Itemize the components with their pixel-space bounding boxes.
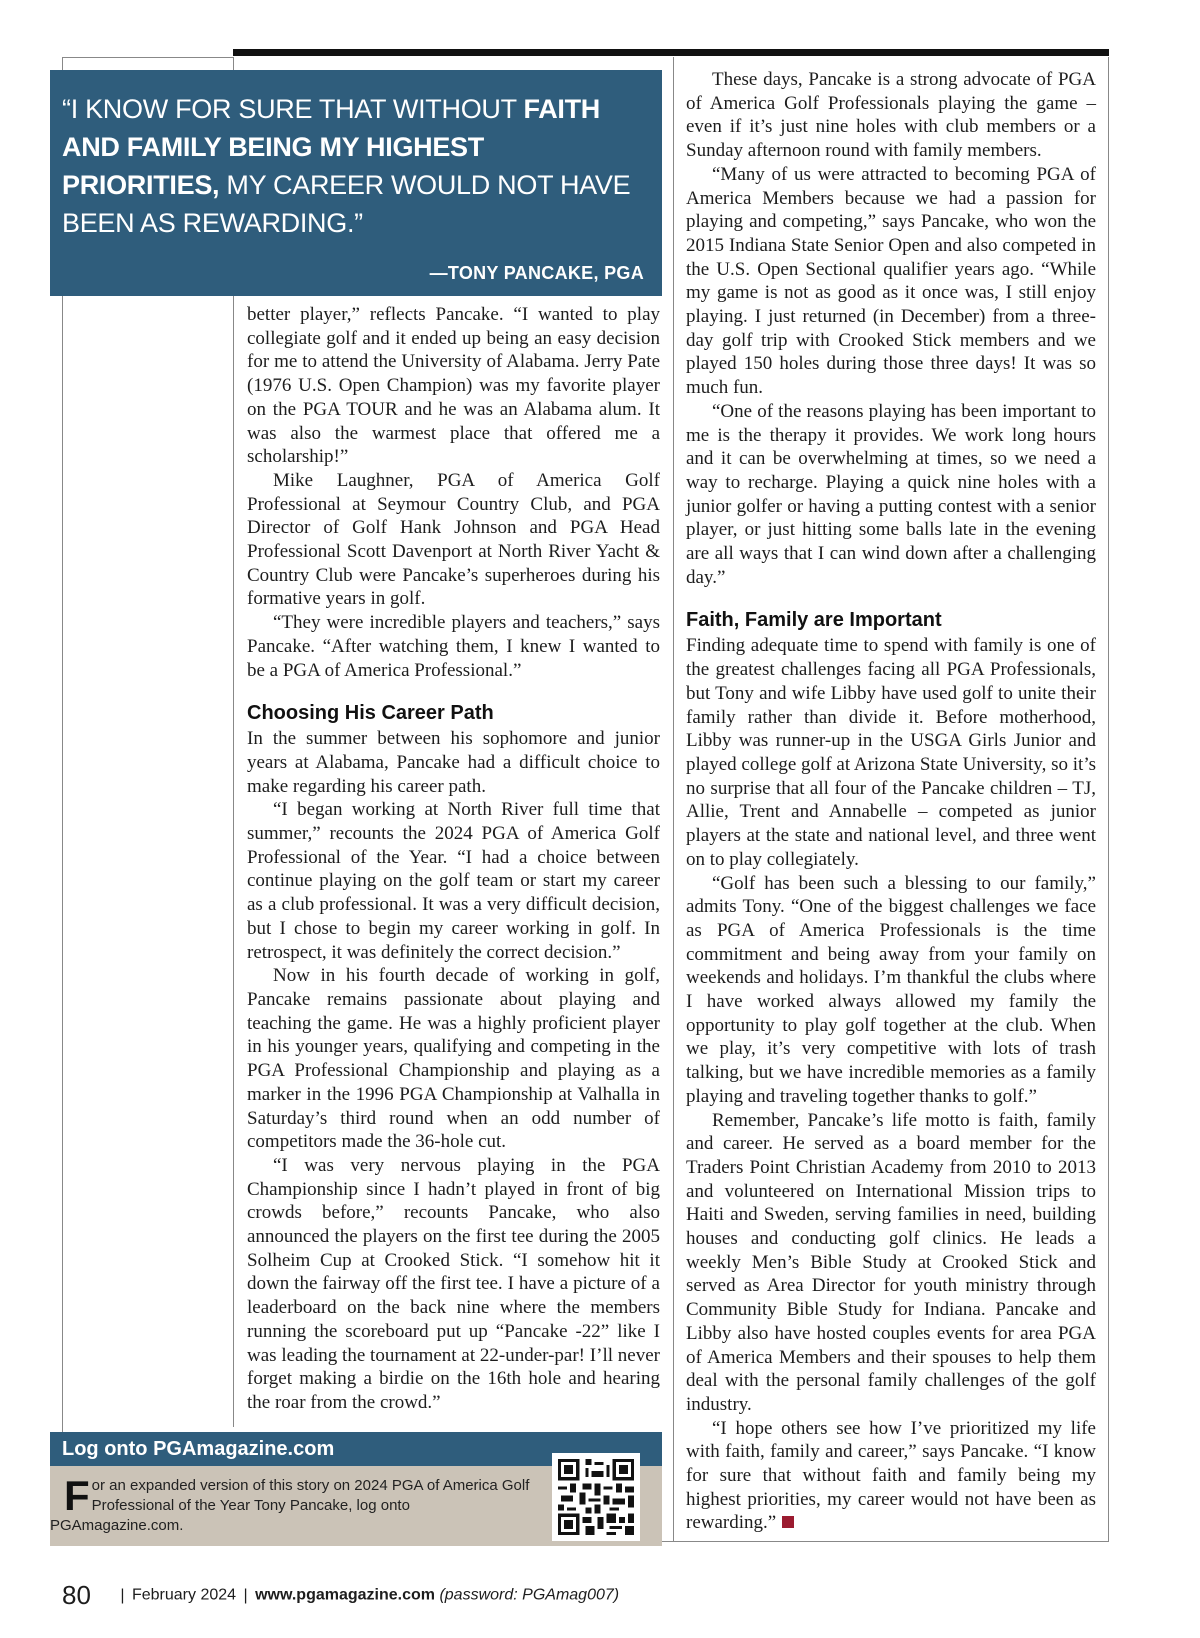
frame-line bbox=[62, 57, 234, 58]
drop-cap: F bbox=[64, 1472, 90, 1519]
page-number: 80 bbox=[62, 1580, 91, 1610]
frame-line bbox=[1108, 57, 1109, 1541]
pull-quote-part2: MY CAREER WOULD NOT HAVE BEEN AS REWARDING.” bbox=[62, 170, 631, 238]
column-divider bbox=[673, 57, 674, 1541]
pull-quote-text bbox=[62, 90, 644, 242]
log-on-box bbox=[50, 1432, 662, 1546]
pull-quote-attribution: —TONY PANCAKE, PGA bbox=[429, 263, 644, 283]
paragraph: “Many of us were attracted to becoming PGA of America Members because we had a passion for playing and competing,” says Pancake, who won the 2015 Indiana State Senior Open and also competed in the U.S. Open Sectional qualifier years ago. “While my game is not as good as it once was, I still enjoy playing. I just returned (in December) from a three-day golf trip with Crooked Stick members and we played 150 holes during those three days! It was so much fun. bbox=[686, 163, 1096, 399]
log-on-heading: Log onto PGAmagazine.com bbox=[50, 1432, 662, 1466]
pull-quote-part1: “I KNOW FOR SURE THAT WITHOUT bbox=[62, 94, 524, 124]
paragraph: Mike Laughner, PGA of America Golf Professional at Seymour Country Club, and PGA Director of Golf Hank Johnson and PGA Head Professional Scott Davenport at North River Yacht & Country Club were Pancake’s superheroes during his formative years in golf. bbox=[247, 469, 660, 610]
paragraph: In the summer between his sophomore and junior years at Alabama, Pancake had a difficult choice to make regarding his career path. bbox=[247, 728, 660, 797]
paragraph: Remember, Pancake’s life motto is faith, family and career. He served as a board member for the Traders Point Christian Academy from 2010 to 2013 and volunteered on International Mission trips to Haiti and Sweden, serving families in need, building houses and conducting golf clinics. He leads a weekly Men’s Bible Study at Crooked Stick and served as Area Director for youth ministry through Community Bible Study for Indiana. Pancake and Libby also have hosted couples events for area PGA of America Members and their spouses to help them deal with the personal family challenges of the golf industry. bbox=[686, 1109, 1096, 1415]
page-footer bbox=[62, 1580, 619, 1611]
top-rule bbox=[233, 49, 1109, 56]
paragraph-final-text: “I hope others see how I’ve prioritized my life with faith, family and career,” says Pancake. “I know for sure that without faith and family being my highest priorities, my career would not have been as rewarding.” bbox=[686, 1417, 1096, 1534]
end-mark-icon bbox=[782, 1516, 794, 1528]
section-heading: Faith, Family are Important bbox=[686, 609, 942, 632]
paragraph: These days, Pancake is a strong advocate of PGA of America Golf Professionals playing the game – even if it’s just nine holes with club members or a Sunday afternoon round with family members. bbox=[686, 69, 1096, 162]
footer-date: February 2024 bbox=[131, 1586, 237, 1604]
paragraph: better player,” reflects Pancake. “I wanted to play collegiate golf and it ended up being an easy decision for me to attend the University of Alabama. Jerry Pate (1976 U.S. Open Champion) was my favorite player on the PGA TOUR and he was an Alabama alum. It was also the warmest place that offered me a scholarship!” bbox=[247, 304, 660, 468]
paragraph: “I was very nervous playing in the PGA Championship since I hadn’t played in front of big crowds before,” recounts Pancake, who also announced the players on the first tee during the 2005 Solheim Cup at Crooked Stick. “I somehow hit it down the fairway off the first tee. I have a picture of a leaderboard on the back nine where the members running the scoreboard put up “Pancake -22” like I was leading the tournament at 22-under-par! I’ll never forget making a birdie on the 16th hole and hearing the roar from the crowd.” bbox=[247, 1154, 660, 1413]
paragraph: “They were incredible players and teachers,” says Pancake. “After watching them, I knew I wanted to be a PGA of America Professional.” bbox=[247, 612, 660, 681]
paragraph: “One of the reasons playing has been important to me is the therapy it provides. We work long hours and it can be overwhelming at times, so we need a way to recharge. Playing a quick nine holes with a junior golfer or having a putting contest with a senior player, or just hitting some balls late in the evening are all ways that I can wind down after a challenging day.” bbox=[686, 400, 1096, 588]
log-on-text: or an expanded version of this story on 2024 PGA of America Golf Professional of the Year Tony Pancake, log onto PGAmagazine.com. bbox=[50, 1477, 530, 1534]
footer-separator: | bbox=[120, 1586, 125, 1604]
log-on-body bbox=[50, 1466, 662, 1546]
right-column bbox=[686, 68, 1096, 1535]
paragraph: “Golf has been such a blessing to our family,” admits Tony. “One of the biggest challenges we face as PGA of America Professionals is the time commitment and being away from your family on weekends and holidays. I’m thankful the clubs where I have worked always allowed my family the opportunity to play golf together at the club. When we play, it’s very competitive with lots of trash talking, but we have incredible memories as a family playing and traveling together thanks to golf.” bbox=[686, 872, 1096, 1107]
paragraph: Finding adequate time to spend with family is one of the greatest challenges facing all PGA Professionals, but Tony and wife Libby have used golf to unite their family rather than divide it. Before motherhood, Libby was runner-up in the USGA Girls Junior and played college golf at Arizona State University, so it’s no surprise that all four of the Pancake children – TJ, Allie, Trent and Annabelle – competed as junior players at the state and national level, and three went on to play collegiately. bbox=[686, 635, 1096, 870]
pull-quote-bold: FAITH AND FAMILY BEING MY HIGHEST PRIORITIES, bbox=[62, 94, 600, 200]
footer-separator: | bbox=[243, 1586, 248, 1604]
qr-code-icon[interactable] bbox=[552, 1453, 640, 1541]
paragraph: “I began working at North River full time that summer,” recounts the 2024 PGA of America Golf Professional of the Year. “I had a choice between continue playing on the golf team or start my career as a club professional. It was a very difficult decision, but I chose to begin my career working in golf. In retrospect, it was definitely the correct decision.” bbox=[247, 799, 660, 963]
footer-url[interactable]: www.pgamagazine.com bbox=[255, 1586, 435, 1604]
pull-quote bbox=[50, 70, 662, 296]
footer-password: (password: PGAmag007) bbox=[439, 1586, 620, 1604]
paragraph-final bbox=[686, 1417, 1096, 1536]
section-heading: Choosing His Career Path bbox=[247, 702, 494, 725]
paragraph: Now in his fourth decade of working in golf, Pancake remains passionate about playing and teaching the game. He was a highly proficient player in his younger years, qualifying and competing in the PGA Professional Championship and playing as a marker in the 1996 PGA Championship at Valhalla in Saturday’s third round when an odd number of competitors made the 36-hole cut. bbox=[247, 965, 660, 1153]
left-column bbox=[247, 303, 660, 1415]
